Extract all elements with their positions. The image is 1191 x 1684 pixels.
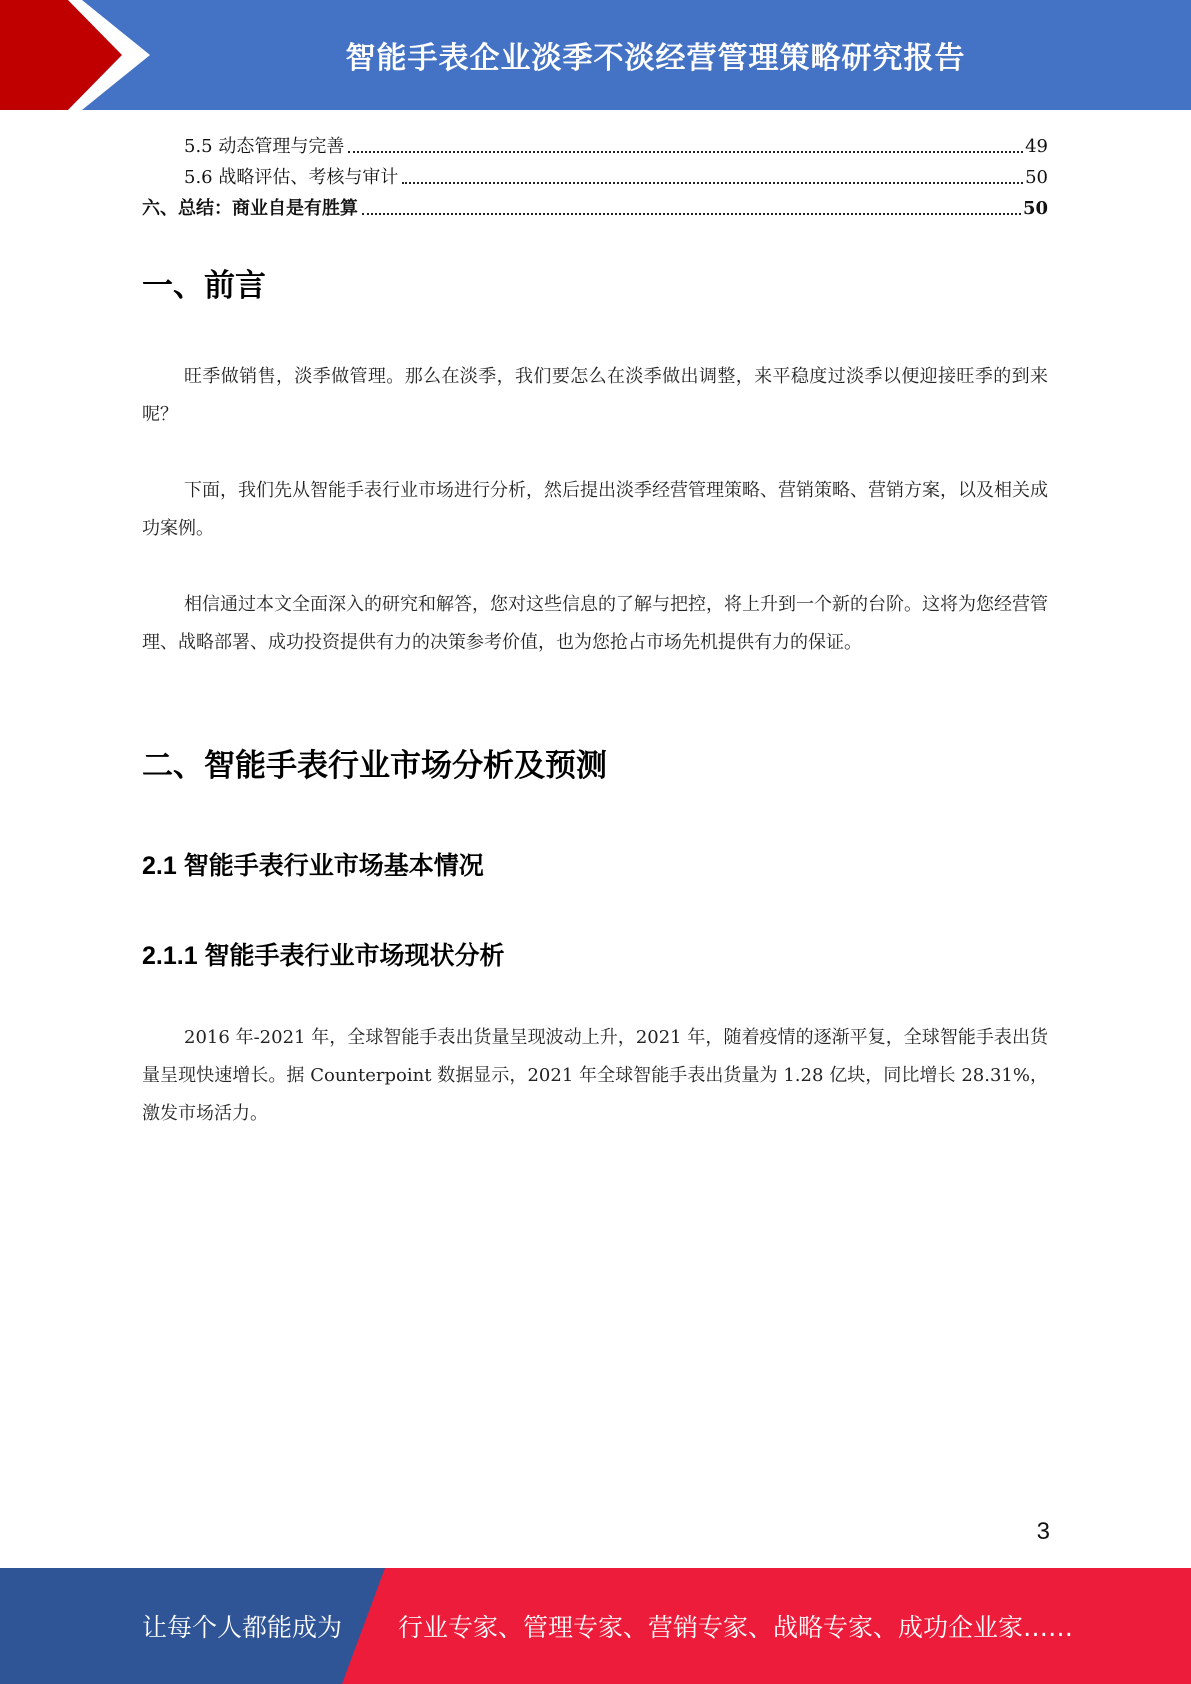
table-of-contents — [142, 128, 1048, 221]
toc-leader-dots — [348, 151, 1023, 153]
toc-entry-label: 六、总结：商业自是有胜算 — [142, 198, 358, 219]
report-title: 智能手表企业淡季不淡经营管理策略研究报告 — [345, 42, 966, 75]
toc-entry-page: 50 — [1022, 198, 1048, 219]
section-heading-preface: 一、前言 — [142, 268, 266, 303]
page-header — [0, 0, 1191, 110]
subsection-heading-2-1: 2.1 智能手表行业市场基本情况 — [142, 852, 484, 880]
toc-entry-label: 5.5 动态管理与完善 — [184, 136, 345, 157]
preface-paragraph: 旺季做销售，淡季做管理。那么在淡季，我们要怎么在淡季做出调整，来平稳度过淡季以便迎接旺季的到来呢？ — [142, 366, 1048, 425]
toc-entry-5-6[interactable] — [142, 159, 1048, 190]
subsection-heading-2-1-1: 2.1.1 智能手表行业市场现状分析 — [142, 942, 505, 970]
analysis-paragraph: 2016 年-2021 年，全球智能手表出货量呈现波动上升，2021 年，随着疫情的逐渐平复，全球智能手表出货量呈现快速增长。据 Counterpoint 数据显示，2021 年全球智能手表出货量为 1.28 亿块，同比增长 28.31%，激发市场活力。 — [142, 1027, 1048, 1124]
toc-entry-label: 5.6 战略评估、考核与审计 — [184, 167, 399, 188]
toc-leader-dots — [362, 213, 1021, 215]
header-chevron-decoration — [0, 0, 150, 110]
footer-slogan-right: 行业专家、管理专家、营销专家、战略专家、成功企业家…… — [398, 1613, 1074, 1642]
toc-entry-page: 49 — [1025, 136, 1048, 157]
toc-entry-page: 50 — [1025, 167, 1048, 188]
toc-entry-5-5[interactable] — [142, 128, 1048, 159]
footer-slogan-left: 让每个人都能成为 — [142, 1613, 343, 1642]
page-number: 3 — [1036, 1518, 1050, 1545]
preface-paragraph: 下面，我们先从智能手表行业市场进行分析，然后提出淡季经营管理策略、营销策略、营销方案，以及相关成功案例。 — [142, 480, 1048, 539]
toc-leader-dots — [402, 182, 1023, 184]
toc-entry-6[interactable] — [142, 190, 1048, 221]
preface-paragraph: 相信通过本文全面深入的研究和解答，您对这些信息的了解与把控，将上升到一个新的台阶。这将为您经营管理、战略部署、成功投资提供有力的决策参考价值，也为您抢占市场先机提供有力的保证。 — [142, 594, 1048, 653]
section-heading-analysis: 二、智能手表行业市场分析及预测 — [142, 748, 607, 783]
page-footer — [0, 1568, 1191, 1684]
